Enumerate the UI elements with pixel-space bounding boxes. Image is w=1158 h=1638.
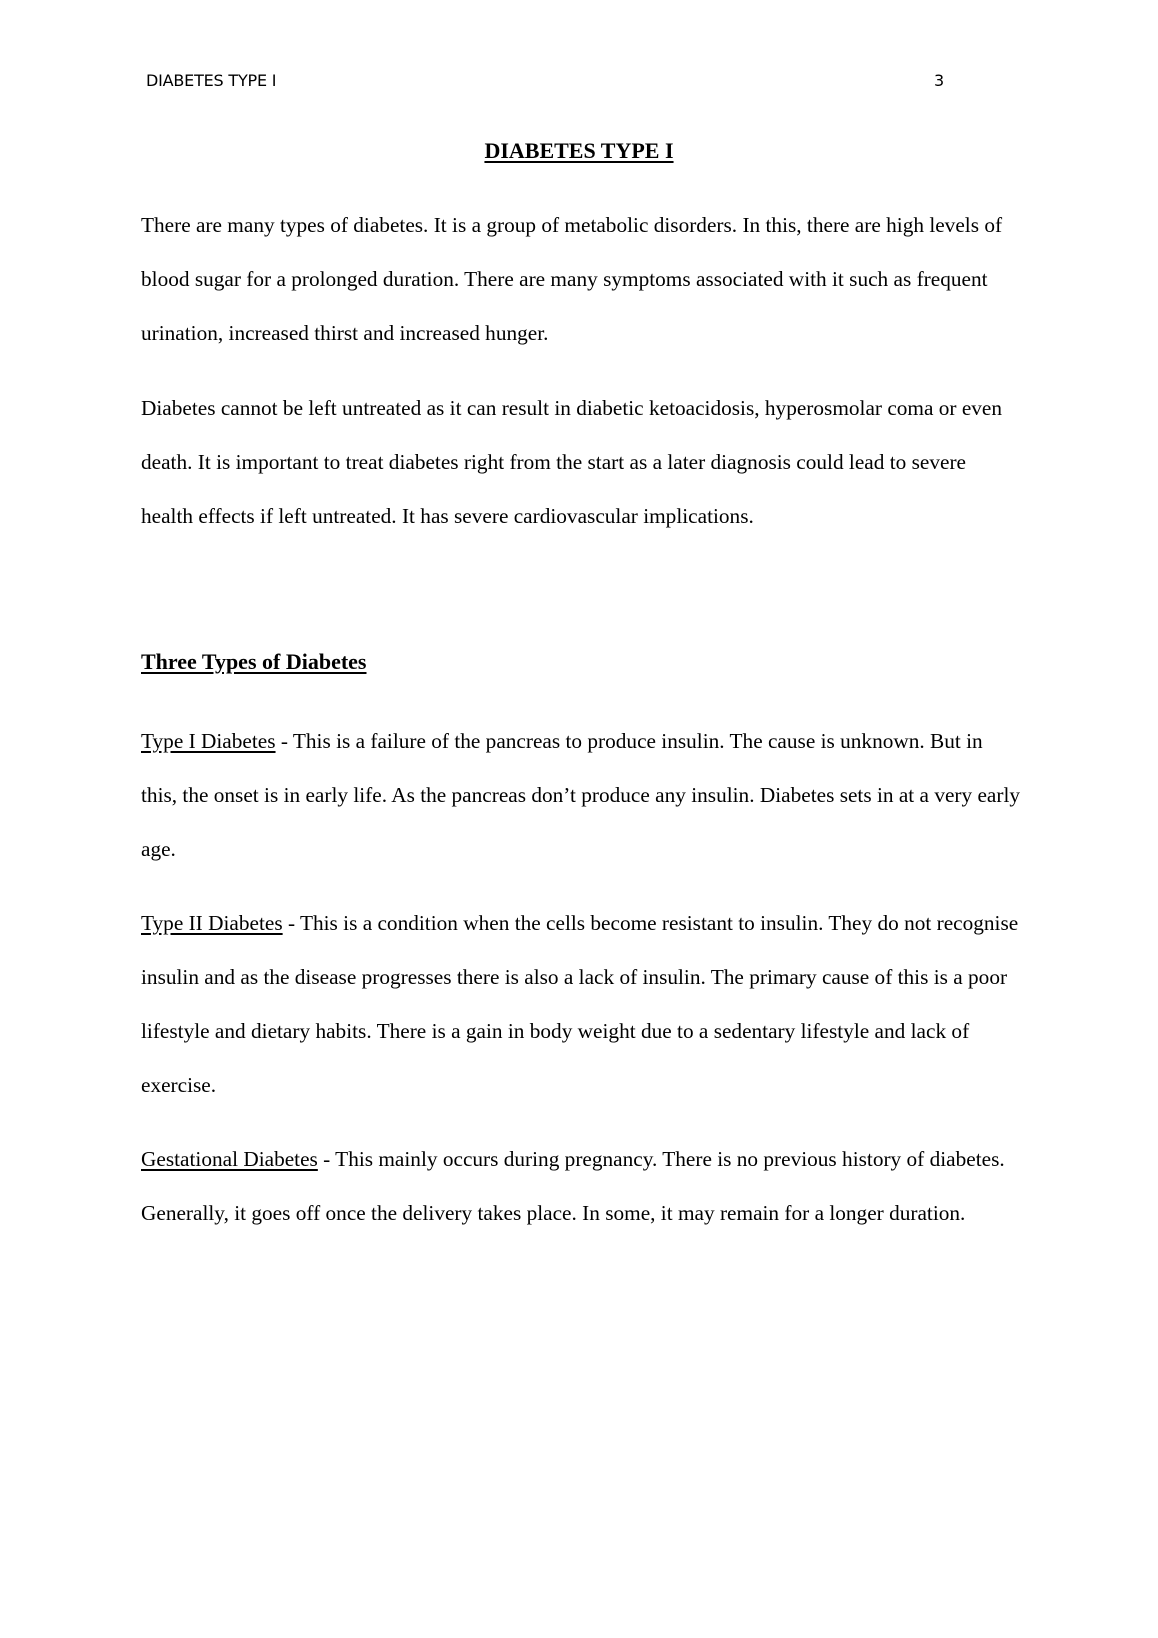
diabetes-type-paragraph-3: [141, 1132, 1021, 1240]
type-2-description: - This is a condition when the cells become resistant to insulin. They do not recognise insulin and as the disease progresses there is also a lack of insulin. The primary cause of this is a poor lifestyle and dietary habits. There is a gain in body weight due to a sedentary lifestyle and lack of exercise.: [141, 911, 1019, 1097]
page-number: 3: [934, 71, 945, 90]
intro-paragraph-2: Diabetes cannot be left untreated as it can result in diabetic ketoacidosis, hyperosmolar coma or even death. It is important to treat diabetes right from the start as a later diagnosis could lead to severe health effects if left untreated. It has severe cardiovascular implications.: [141, 396, 1003, 528]
diabetes-type-paragraph-2: [141, 896, 1021, 1112]
type-1-term: Type I Diabetes: [141, 729, 276, 753]
document-title: DIABETES TYPE I: [484, 138, 674, 163]
intro-paragraph-1: There are many types of diabetes. It is a group of metabolic disorders. In this, there are high levels of blood sugar for a prolonged duration. There are many symptoms associated with it such as frequent urination, increased thirst and increased hunger.: [141, 213, 1003, 345]
running-head: DIABETES TYPE I: [146, 71, 277, 90]
type-1-description: - This is a failure of the pancreas to produce insulin. The cause is unknown. But in this, the onset is in early life. As the pancreas don’t produce any insulin. Diabetes sets in at a very early age.: [141, 729, 1021, 861]
type-2-term: Type II Diabetes: [141, 911, 283, 935]
gestational-description: - This mainly occurs during pregnancy. There is no previous history of diabetes. Generally, it goes off once the delivery takes place. In some, it may remain for a longer duration.: [141, 1147, 1005, 1225]
gestational-term: Gestational Diabetes: [141, 1147, 318, 1171]
section-heading: Three Types of Diabetes: [141, 649, 367, 674]
diabetes-type-paragraph-1: [141, 714, 1021, 876]
